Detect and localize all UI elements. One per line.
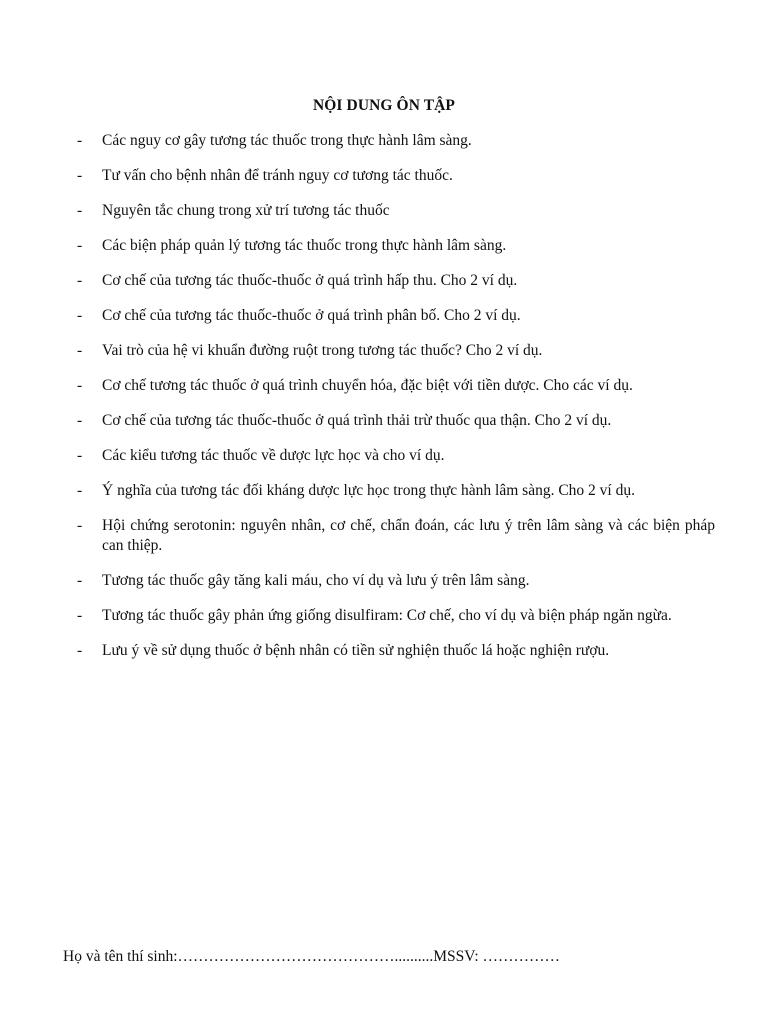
list-item: [75, 131, 715, 151]
list-item: [75, 376, 715, 396]
list-bullet: -: [77, 272, 83, 289]
list-item-text: Vai trò của hệ vi khuẩn đường ruột trong tương tác thuốc? Cho 2 ví dụ.: [102, 342, 543, 359]
list-bullet: -: [77, 482, 83, 499]
list-item: [75, 641, 715, 661]
candidate-info-line: Họ và tên thí sinh:……………………………………..........MSSV: ……………: [63, 948, 561, 965]
list-item: [75, 411, 715, 431]
list-item-text: Cơ chế của tương tác thuốc-thuốc ở quá trình phân bố. Cho 2 ví dụ.: [102, 307, 521, 324]
list-item: [75, 341, 715, 361]
list-item-text: Các kiểu tương tác thuốc về dược lực học và cho ví dụ.: [102, 447, 445, 464]
list-item-text: Nguyên tắc chung trong xử trí tương tác thuốc: [102, 202, 390, 219]
list-item-text: Tương tác thuốc gây tăng kali máu, cho ví dụ và lưu ý trên lâm sàng.: [102, 572, 530, 589]
list-item: [75, 306, 715, 326]
list-item-text: Tư vấn cho bệnh nhân để tránh nguy cơ tương tác thuốc.: [102, 167, 453, 184]
list-bullet: -: [77, 642, 83, 659]
list-bullet: -: [77, 132, 83, 149]
list-item-text: Hội chứng serotonin: nguyên nhân, cơ chế, chẩn đoán, các lưu ý trên lâm sàng và các biện pháp can thiệp.: [102, 517, 715, 554]
list-bullet: -: [77, 307, 83, 324]
list-item-text: Tương tác thuốc gây phản ứng giống disulfiram: Cơ chế, cho ví dụ và biện pháp ngăn ngừa.: [102, 607, 672, 624]
list-bullet: -: [77, 202, 83, 219]
list-item-text: Các nguy cơ gây tương tác thuốc trong thực hành lâm sàng.: [102, 132, 472, 149]
list-bullet: -: [77, 447, 83, 464]
list-item: [75, 481, 715, 501]
list-item: [75, 446, 715, 466]
list-item-text: Ý nghĩa của tương tác đối kháng dược lực học trong thực hành lâm sàng. Cho 2 ví dụ.: [102, 482, 635, 499]
list-item-text: Lưu ý về sử dụng thuốc ở bệnh nhân có tiền sử nghiện thuốc lá hoặc nghiện rượu.: [102, 642, 610, 659]
list-item: [75, 236, 715, 256]
list-item-text: Cơ chế tương tác thuốc ở quá trình chuyển hóa, đặc biệt với tiền dược. Cho các ví dụ.: [102, 377, 633, 394]
list-item-text: Các biện pháp quản lý tương tác thuốc trong thực hành lâm sàng.: [102, 237, 507, 254]
list-bullet: -: [77, 412, 83, 429]
list-item: [75, 516, 715, 556]
list-item: [75, 606, 715, 626]
list-item-text: Cơ chế của tương tác thuốc-thuốc ở quá trình thải trừ thuốc qua thận. Cho 2 ví dụ.: [102, 412, 612, 429]
list-item: [75, 271, 715, 291]
list-bullet: -: [77, 607, 83, 624]
list-bullet: -: [77, 517, 83, 534]
list-bullet: -: [77, 167, 83, 184]
topic-list: [75, 131, 715, 676]
list-bullet: -: [77, 237, 83, 254]
page-title: NỘI DUNG ÔN TẬP: [312, 97, 455, 114]
list-bullet: -: [77, 572, 83, 589]
list-item: [75, 166, 715, 186]
list-item: [75, 201, 715, 221]
list-bullet: -: [77, 342, 83, 359]
list-bullet: -: [77, 377, 83, 394]
list-item-text: Cơ chế của tương tác thuốc-thuốc ở quá trình hấp thu. Cho 2 ví dụ.: [102, 272, 518, 289]
list-item: [75, 571, 715, 591]
